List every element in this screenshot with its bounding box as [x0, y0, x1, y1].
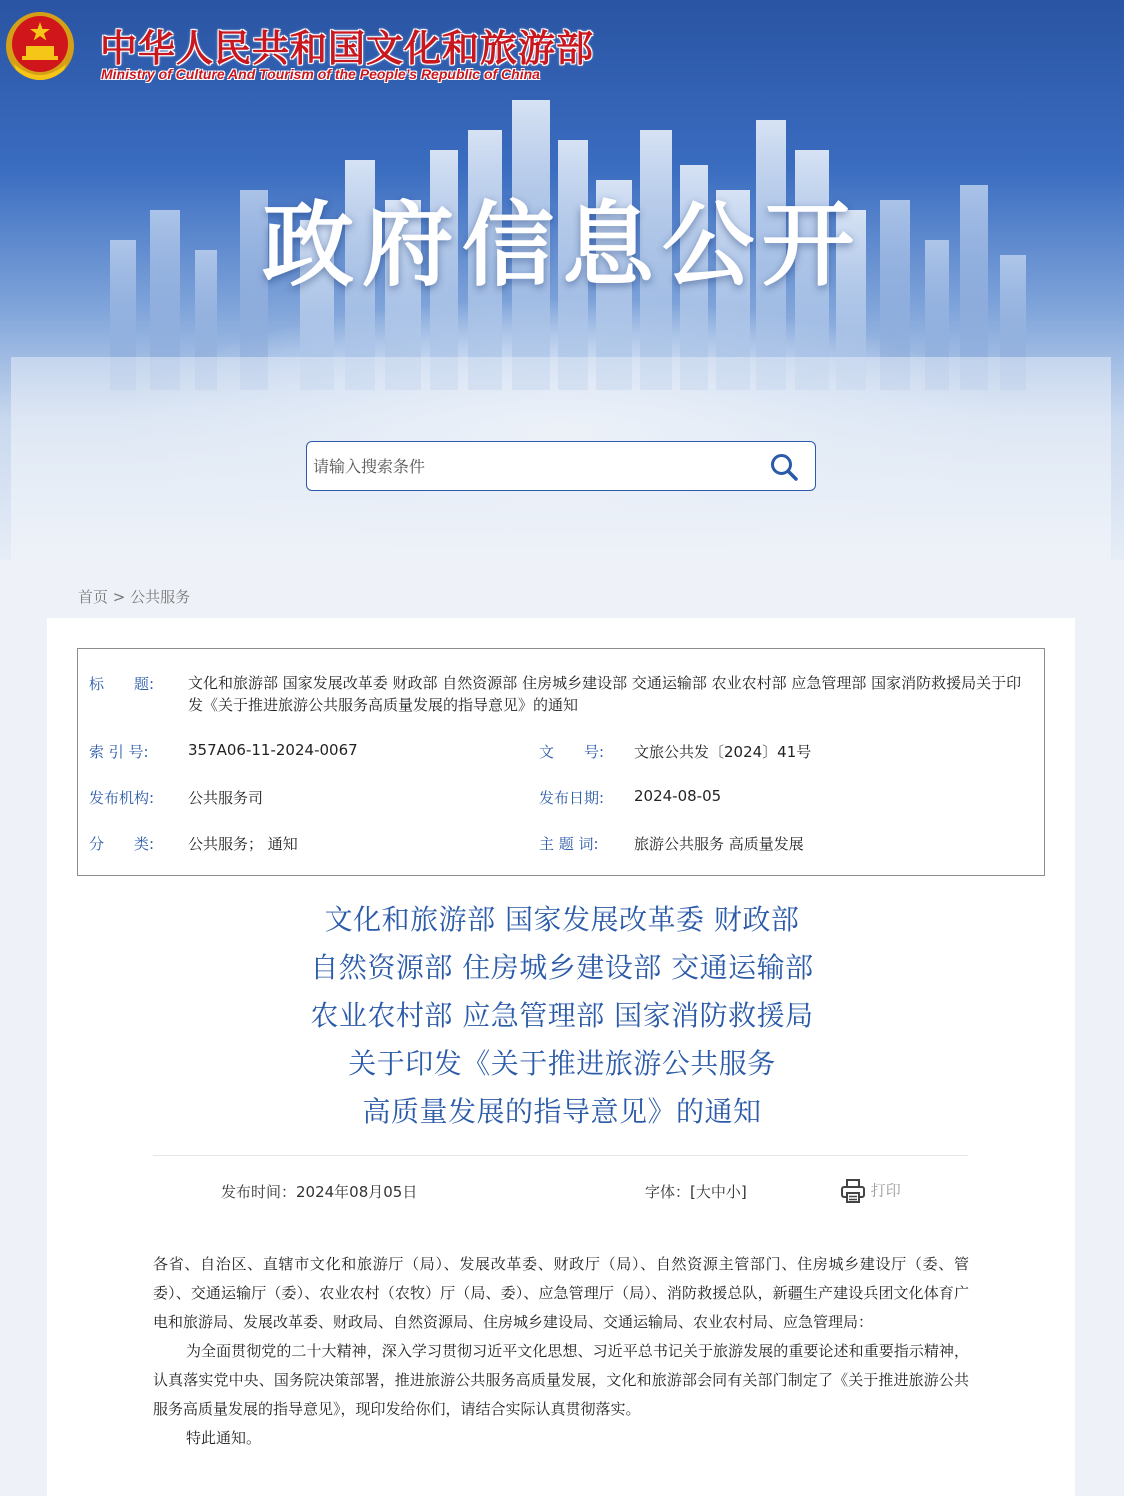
- document-title-line: 关于印发《关于推进旅游公共服务: [348, 1047, 776, 1080]
- search-input[interactable]: [311, 446, 751, 486]
- title-divider: [153, 1155, 968, 1156]
- meta-docno-label: 文 号:: [539, 743, 605, 761]
- font-size-label: 字体：[: [645, 1183, 696, 1201]
- breadcrumb: [78, 586, 190, 607]
- publish-time: 发布时间：2024年08月05日: [221, 1183, 418, 1201]
- breadcrumb-current-link[interactable]: 公共服务: [130, 588, 191, 606]
- font-size-control: [645, 1181, 747, 1202]
- document-title-line: 高质量发展的指导意见》的通知: [362, 1095, 762, 1128]
- search-icon[interactable]: [769, 452, 799, 482]
- document-title-line: 农业农村部 应急管理部 国家消防救援局: [310, 999, 814, 1032]
- print-button[interactable]: [840, 1178, 901, 1206]
- breadcrumb-home-link[interactable]: 首页: [78, 588, 109, 606]
- font-size-large-button[interactable]: 大: [695, 1183, 711, 1201]
- meta-date-value: 2024-08-05: [634, 787, 722, 805]
- body-paragraph-addressees: 各省、自治区、直辖市文化和旅游厅（局）、发展改革委、财政厅（局）、自然资源主管部门、住房城乡建设厅（委、管委）、交通运输厅（委）、农业农村（农牧）厅（局、委）、应急管理厅（局）、消防救援总队，新疆生产建设兵团文化体育广电和旅游局、发展改革委、财政局、自然资源局、住房城乡建设局、交通运输局、农业农村局、应急管理局：: [153, 1255, 969, 1331]
- meta-index-value: 357A06-11-2024-0067: [188, 741, 358, 759]
- document-title-line: 文化和旅游部 国家发展改革委 财政部: [324, 903, 800, 936]
- meta-date-label: 发布日期:: [539, 789, 605, 807]
- font-size-medium-button[interactable]: 中: [710, 1183, 726, 1201]
- meta-title-value: 文化和旅游部 国家发展改革委 财政部 自然资源部 住房城乡建设部 交通运输部 农业农村部 应急管理部 国家消防救援局关于印发《关于推进旅游公共服务高质量发展的指导意见》的通知: [188, 674, 1022, 714]
- document-title-line: 自然资源部 住房城乡建设部 交通运输部: [310, 951, 814, 984]
- document-title: [150, 896, 974, 1136]
- body-paragraph-main: 为全面贯彻党的二十大精神，深入学习贯彻习近平文化思想、习近平总书记关于旅游发展的重要论述和重要指示精神，认真落实党中央、国务院决策部署，推进旅游公共服务高质量发展，文化和旅游部会同有关部门制定了《关于推进旅游公共服务高质量发展的指导意见》，现印发给你们，请结合实际认真贯彻落实。: [153, 1342, 969, 1418]
- font-size-close-bracket: ]: [740, 1183, 747, 1201]
- meta-keywords-value: 旅游公共服务 高质量发展: [634, 835, 804, 853]
- ministry-name-en: Ministry of Culture And Tourism of the People’s Republic of China: [101, 66, 540, 82]
- body-paragraph-closing: 特此通知。: [186, 1429, 262, 1447]
- meta-category-label: 分 类:: [89, 835, 155, 853]
- national-emblem-icon: [4, 8, 76, 86]
- meta-keywords-label: 主 题 词:: [539, 835, 599, 853]
- meta-category-value: 公共服务； 通知: [188, 835, 298, 853]
- search-box: [306, 441, 816, 491]
- document-meta-table: [77, 648, 1045, 876]
- meta-publisher-label: 发布机构:: [89, 789, 155, 807]
- meta-title-label: 标 题:: [89, 675, 155, 693]
- meta-docno-value: 文旅公共发〔2024〕41号: [634, 743, 812, 761]
- font-size-small-button[interactable]: 小: [725, 1183, 741, 1201]
- print-label: 打印: [870, 1181, 901, 1200]
- breadcrumb-separator: >: [112, 588, 126, 606]
- ministry-name-cn: 中华人民共和国文化和旅游部: [100, 26, 594, 70]
- banner-title: 政府信息公开: [261, 192, 862, 299]
- document-body: [153, 1250, 969, 1453]
- printer-icon: [840, 1178, 866, 1204]
- meta-index-label: 索 引 号:: [89, 743, 149, 761]
- meta-publisher-value: 公共服务司: [188, 789, 264, 807]
